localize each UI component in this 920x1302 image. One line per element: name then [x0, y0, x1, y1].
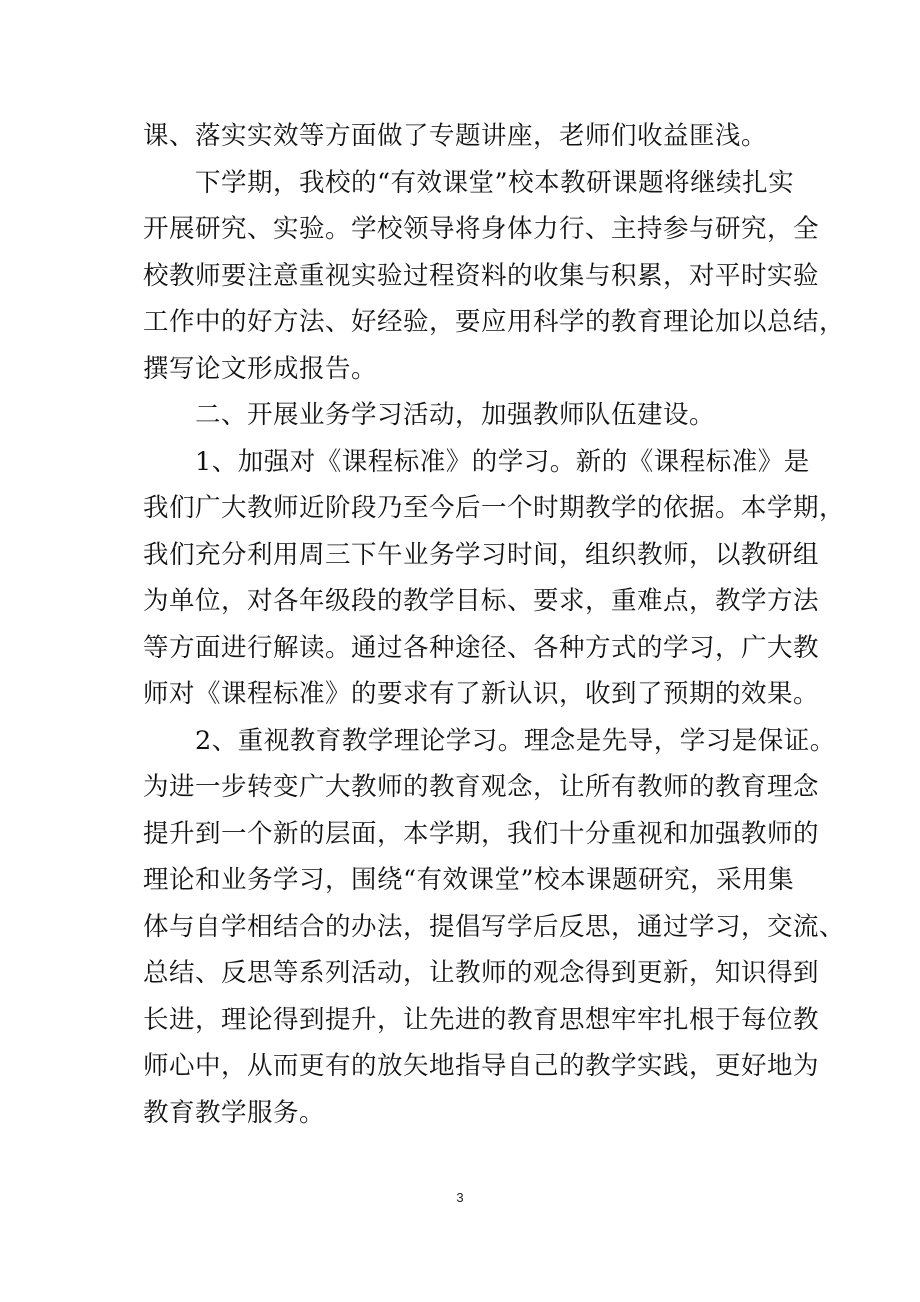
text-line: 体与自学相结合的办法，提倡写学后反思，通过学习，交流、	[143, 911, 846, 942]
text-line: 课、落实实效等方面做了专题讲座，老师们收益匪浅。	[143, 121, 768, 151]
text-line: 理论和业务学习，围绕“有效课堂”校本课题研究，采用集	[143, 865, 795, 895]
text-line: 提升到一个新的层面，本学期，我们十分重视和加强教师的	[143, 818, 820, 849]
text-line: 等方面进行解读。通过各种途径、各种方式的学习，广大教	[143, 632, 820, 663]
text-line: 师对《课程标准》的要求有了新认识，收到了预期的效果。	[143, 679, 820, 709]
text-line: 撰写论文形成报告。	[143, 353, 378, 384]
page-number: 3	[456, 1190, 464, 1205]
text-line: 为进一步转变广大教师的教育观念，让所有教师的教育理念	[143, 772, 820, 802]
text-line: 我们充分利用周三下午业务学习时间，组织教师，以教研组	[143, 539, 820, 570]
text-line: 为单位，对各年级段的教学目标、要求，重难点，教学方法	[143, 586, 820, 616]
text-line: 长进，理论得到提升，让先进的教育思想牢牢扎根于每位教	[143, 1004, 820, 1035]
text-line: 师心中，从而更有的放矢地指导自己的教学实践，更好地为	[143, 1051, 820, 1081]
text-line: 总结、反思等系列活动，让教师的观念得到更新，知识得到	[143, 958, 820, 988]
text-line: 教育教学服务。	[143, 1097, 326, 1128]
section-heading: 二、开展业务学习活动，加强教师队伍建设。	[195, 400, 716, 430]
paragraph-start-line: 1、加强对《课程标准》的学习。新的《课程标准》是	[195, 446, 810, 477]
text-line: 我们广大教师近阶段乃至今后一个时期教学的依据。本学期，	[143, 493, 846, 523]
paragraph-start-line: 2、重视教育教学理论学习。理念是先导，学习是保证。	[195, 725, 836, 756]
paragraph-start-line: 下学期，我校的“有效课堂”校本教研课题将继续扎实	[195, 167, 795, 198]
text-line: 工作中的好方法、好经验，要应用科学的教育理论加以总结，	[143, 307, 846, 337]
text-line: 开展研究、实验。学校领导将身体力行、主持参与研究，全	[143, 214, 820, 244]
text-line: 校教师要注意重视实验过程资料的收集与积累，对平时实验	[143, 260, 820, 291]
body-text	[143, 113, 846, 1136]
